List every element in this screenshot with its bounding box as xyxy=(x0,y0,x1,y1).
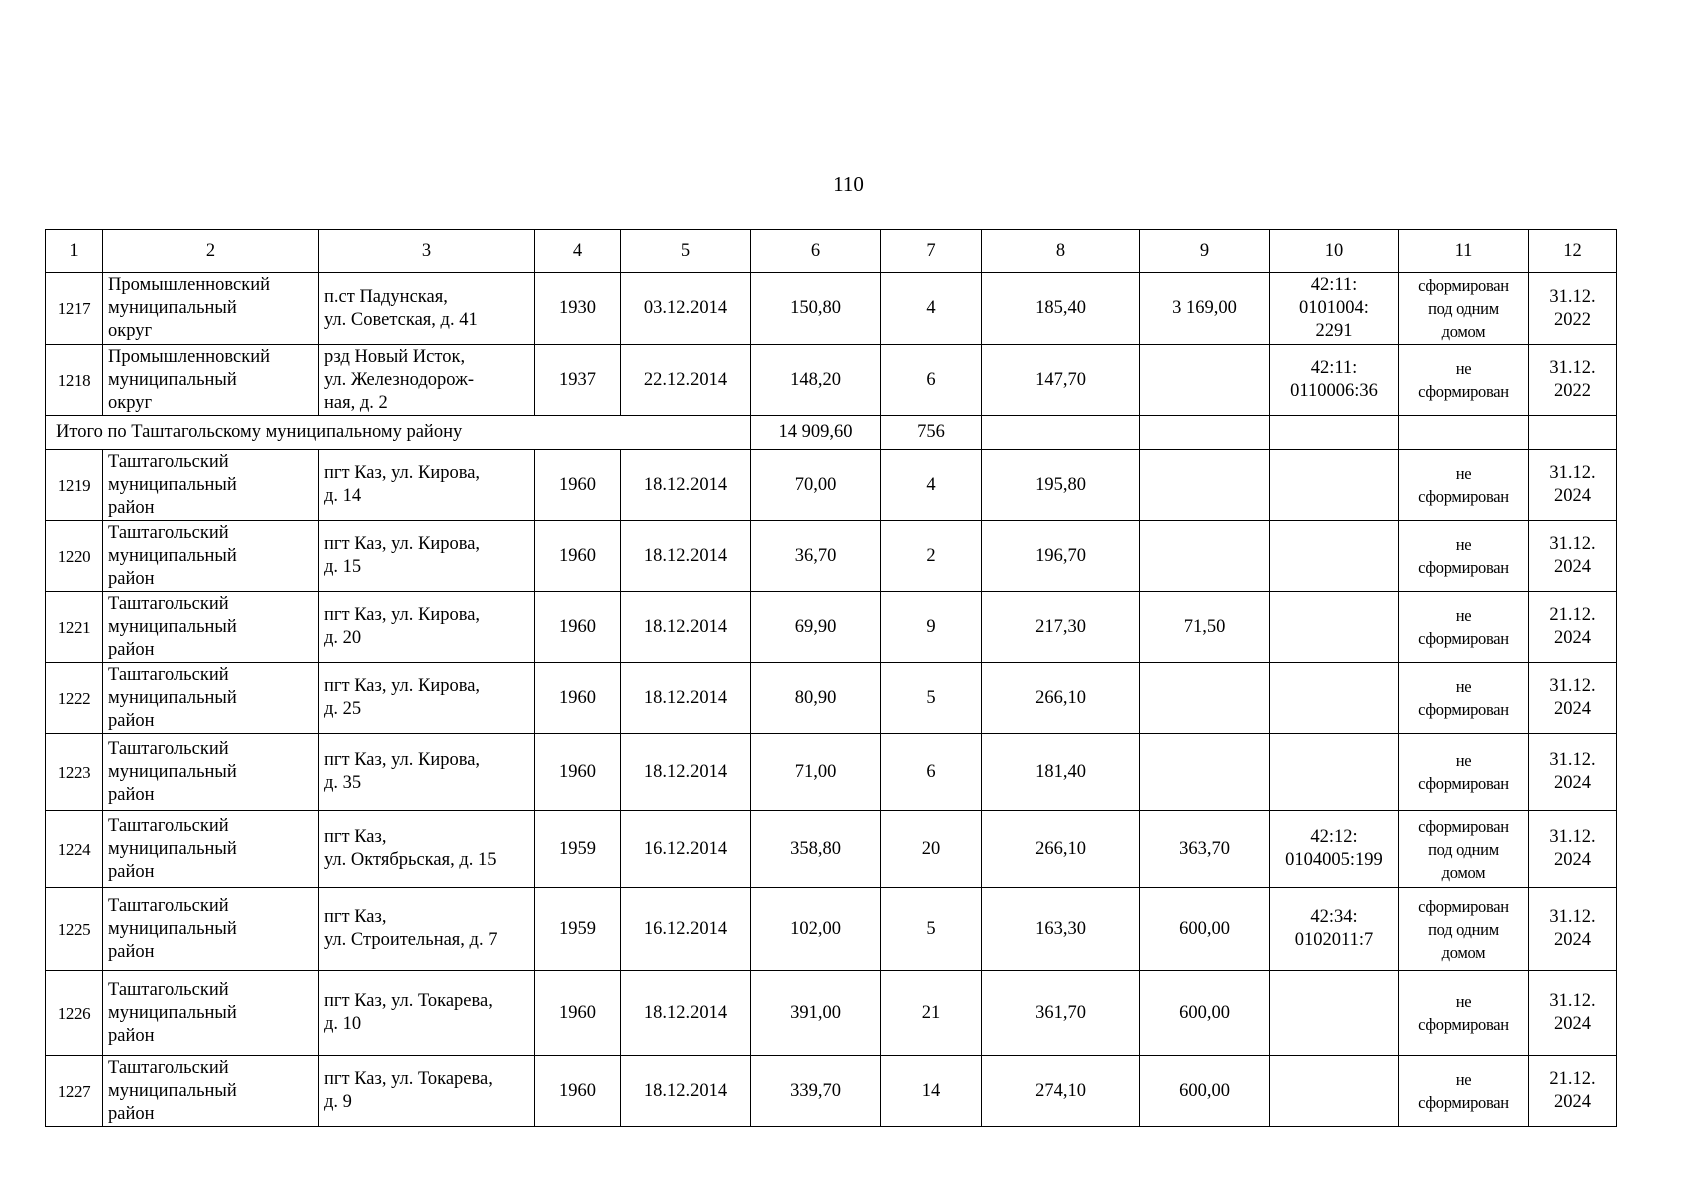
municipality-cell-line: Таштагольский xyxy=(108,815,229,836)
table-row xyxy=(46,811,1617,888)
address-cell-line: пгт Каз, xyxy=(324,907,387,927)
address-cell xyxy=(319,663,535,734)
year-built-cell: 1937 xyxy=(535,345,621,416)
deadline-cell-line: 2024 xyxy=(1554,557,1591,577)
cadastral-cell xyxy=(1270,663,1399,734)
date-cell: 22.12.2014 xyxy=(621,345,751,416)
land-area-cell: 196,70 xyxy=(982,521,1140,592)
municipality-cell-line: Таштагольский xyxy=(108,664,229,685)
municipality-cell-line: район xyxy=(108,1025,155,1046)
residents-cell: 14 xyxy=(881,1056,982,1127)
land-area-cell: 147,70 xyxy=(982,345,1140,416)
date-cell: 18.12.2014 xyxy=(621,521,751,592)
land-status-cell-line: сформирован xyxy=(1418,1015,1509,1034)
deadline-cell-line: 2022 xyxy=(1554,309,1591,330)
municipality-cell xyxy=(103,971,319,1056)
cadastral-cell-line: 42:11: xyxy=(1310,275,1358,295)
deadline-cell-line: 31.12. xyxy=(1549,827,1596,847)
year-built-cell: 1960 xyxy=(535,971,621,1056)
land-status-cell xyxy=(1399,273,1529,345)
row-number: 1226 xyxy=(46,971,103,1056)
date-cell: 18.12.2014 xyxy=(621,592,751,663)
deadline-cell xyxy=(1529,521,1617,592)
land-status-cell xyxy=(1399,971,1529,1056)
municipality-cell-line: район xyxy=(108,1103,155,1124)
address-cell-line: д. 15 xyxy=(324,557,362,577)
row-number: 1217 xyxy=(46,273,103,345)
land-status-cell-line: сформирован xyxy=(1418,276,1509,295)
municipality-cell xyxy=(103,592,319,663)
table-row xyxy=(46,592,1617,663)
deadline-cell xyxy=(1529,663,1617,734)
row-number: 1224 xyxy=(46,811,103,888)
year-built-cell: 1960 xyxy=(535,734,621,811)
deadline-cell xyxy=(1529,971,1617,1056)
column-header: 9 xyxy=(1140,230,1270,273)
land-area-cell: 217,30 xyxy=(982,592,1140,663)
address-cell-line: д. 9 xyxy=(324,1092,352,1112)
row-number: 1218 xyxy=(46,345,103,416)
column-header: 6 xyxy=(751,230,881,273)
address-cell-line: рзд Новый Исток, xyxy=(324,346,466,367)
address-cell-line: пгт Каз, ул. Кирова, xyxy=(324,750,481,770)
municipality-cell xyxy=(103,811,319,888)
municipality-cell-line: округ xyxy=(108,321,153,341)
land-status-cell-line: сформирован xyxy=(1418,382,1509,401)
date-cell: 16.12.2014 xyxy=(621,811,751,888)
municipality-cell xyxy=(103,450,319,521)
column-header: 10 xyxy=(1270,230,1399,273)
year-built-cell: 1959 xyxy=(535,811,621,888)
col9-cell xyxy=(1140,521,1270,592)
municipality-cell-line: Таштагольский xyxy=(108,979,229,1000)
land-status-cell-line: не xyxy=(1455,535,1472,554)
land-status-cell-line: сформирован xyxy=(1418,487,1509,506)
address-cell-line: пгт Каз, ул. Кирова, xyxy=(324,676,481,696)
land-area-cell: 274,10 xyxy=(982,1056,1140,1127)
col9-cell xyxy=(1140,450,1270,521)
land-status-cell xyxy=(1399,345,1529,416)
municipality-cell-line: район xyxy=(108,784,155,805)
cadastral-cell xyxy=(1270,888,1399,971)
address-cell-line: п.ст Падунская, xyxy=(324,286,448,307)
deadline-cell-line: 31.12. xyxy=(1549,991,1596,1011)
land-status-cell-line: сформирован xyxy=(1418,896,1509,916)
year-built-cell: 1960 xyxy=(535,450,621,521)
municipality-cell xyxy=(103,1056,319,1127)
address-cell-line: пгт Каз, ул. Токарева, xyxy=(324,991,493,1011)
table-row xyxy=(46,273,1617,345)
municipality-cell-line: Промышленновский xyxy=(108,275,271,295)
address-cell xyxy=(319,888,535,971)
empty-cell xyxy=(982,416,1140,450)
table-row xyxy=(46,521,1617,592)
column-header: 5 xyxy=(621,230,751,273)
land-area-cell: 181,40 xyxy=(982,734,1140,811)
municipality-cell-line: Промышленновский xyxy=(108,346,271,367)
land-status-cell xyxy=(1399,592,1529,663)
table-row xyxy=(46,971,1617,1056)
address-cell-line: ул. Советская, д. 41 xyxy=(324,309,478,330)
cadastral-cell-line: 42:11: xyxy=(1310,358,1358,378)
land-status-cell-line: под одним xyxy=(1428,839,1499,859)
municipality-cell-line: муниципальный xyxy=(108,1002,237,1023)
land-status-cell xyxy=(1399,734,1529,811)
column-header: 1 xyxy=(46,230,103,273)
address-cell xyxy=(319,592,535,663)
land-status-cell xyxy=(1399,1056,1529,1127)
land-status-cell xyxy=(1399,663,1529,734)
deadline-cell-line: 2024 xyxy=(1554,699,1591,719)
area-cell: 102,00 xyxy=(751,888,881,971)
deadline-cell xyxy=(1529,273,1617,345)
municipality-cell-line: Таштагольский xyxy=(108,593,229,614)
cadastral-cell-line: 0102011:7 xyxy=(1294,930,1374,950)
land-area-cell: 185,40 xyxy=(982,273,1140,345)
column-header: 8 xyxy=(982,230,1140,273)
cadastral-cell-line: 0104005:199 xyxy=(1285,850,1383,870)
land-status-cell xyxy=(1399,521,1529,592)
cadastral-cell xyxy=(1270,971,1399,1056)
deadline-cell xyxy=(1529,811,1617,888)
municipality-cell-line: район xyxy=(108,568,155,589)
total-label: Итого по Таштагольскому муниципальному району xyxy=(46,416,751,450)
total-residents: 756 xyxy=(881,416,982,450)
address-cell-line: д. 10 xyxy=(324,1014,362,1034)
land-status-cell-line: не xyxy=(1455,606,1472,625)
header-row xyxy=(46,230,1617,273)
year-built-cell: 1960 xyxy=(535,1056,621,1127)
land-status-cell-line: домом xyxy=(1441,942,1486,962)
municipality-cell-line: муниципальный xyxy=(108,838,237,859)
address-cell-line: ул. Строительная, д. 7 xyxy=(324,930,498,950)
municipality-cell-line: муниципальный xyxy=(108,298,237,318)
land-status-cell-line: сформирован xyxy=(1418,700,1509,719)
year-built-cell: 1960 xyxy=(535,663,621,734)
land-status-cell-line: не xyxy=(1455,1070,1472,1089)
land-status-cell xyxy=(1399,888,1529,971)
year-built-cell: 1960 xyxy=(535,521,621,592)
address-cell xyxy=(319,811,535,888)
table-row xyxy=(46,734,1617,811)
municipality-cell-line: муниципальный xyxy=(108,1080,237,1101)
empty-cell xyxy=(1529,416,1617,450)
land-area-cell: 266,10 xyxy=(982,663,1140,734)
residents-cell: 2 xyxy=(881,521,982,592)
deadline-cell-line: 2024 xyxy=(1554,850,1591,870)
address-cell-line: ул. Железнодорож- xyxy=(324,369,475,390)
deadline-cell-line: 31.12. xyxy=(1549,463,1596,483)
deadline-cell-line: 2024 xyxy=(1554,930,1591,950)
residents-cell: 4 xyxy=(881,450,982,521)
table-row xyxy=(46,663,1617,734)
row-number: 1221 xyxy=(46,592,103,663)
land-status-cell xyxy=(1399,811,1529,888)
municipality-cell-line: Таштагольский xyxy=(108,895,229,916)
cadastral-cell xyxy=(1270,450,1399,521)
col9-cell xyxy=(1140,734,1270,811)
address-cell xyxy=(319,734,535,811)
land-status-cell-line: не xyxy=(1455,359,1472,378)
cadastral-cell xyxy=(1270,734,1399,811)
municipality-cell-line: муниципальный xyxy=(108,474,237,495)
deadline-cell xyxy=(1529,1056,1617,1127)
municipality-cell xyxy=(103,734,319,811)
col9-cell: 3 169,00 xyxy=(1140,273,1270,345)
municipality-cell-line: муниципальный xyxy=(108,616,237,637)
year-built-cell: 1930 xyxy=(535,273,621,345)
empty-cell xyxy=(1399,416,1529,450)
cadastral-cell-line: 0110006:36 xyxy=(1290,381,1378,401)
municipality-cell-line: район xyxy=(108,941,155,962)
column-header: 3 xyxy=(319,230,535,273)
municipality-cell-line: муниципальный xyxy=(108,545,237,566)
municipality-cell-line: Таштагольский xyxy=(108,522,229,543)
cadastral-cell-line: 0101004: xyxy=(1299,298,1369,318)
deadline-cell-line: 31.12. xyxy=(1549,907,1596,927)
housing-registry-table xyxy=(45,229,1617,1127)
land-status-cell-line: домом xyxy=(1441,862,1486,882)
row-number: 1222 xyxy=(46,663,103,734)
deadline-cell-line: 31.12. xyxy=(1549,676,1596,696)
total-row xyxy=(46,416,1617,450)
address-cell-line: д. 20 xyxy=(324,628,362,648)
residents-cell: 5 xyxy=(881,663,982,734)
cadastral-cell xyxy=(1270,521,1399,592)
deadline-cell-line: 21.12. xyxy=(1549,1069,1596,1089)
cadastral-cell xyxy=(1270,1056,1399,1127)
land-status-cell-line: не xyxy=(1455,751,1472,770)
deadline-cell xyxy=(1529,592,1617,663)
land-status-cell xyxy=(1399,450,1529,521)
deadline-cell-line: 2024 xyxy=(1554,628,1591,648)
date-cell: 16.12.2014 xyxy=(621,888,751,971)
address-cell-line: пгт Каз, ул. Кирова, xyxy=(324,463,481,483)
residents-cell: 6 xyxy=(881,345,982,416)
municipality-cell xyxy=(103,663,319,734)
address-cell-line: пгт Каз, ул. Кирова, xyxy=(324,534,481,554)
column-header: 4 xyxy=(535,230,621,273)
address-cell-line: пгт Каз, ул. Кирова, xyxy=(324,605,481,625)
deadline-cell-line: 31.12. xyxy=(1549,286,1596,307)
address-cell-line: пгт Каз, xyxy=(324,827,387,847)
page-number: 110 xyxy=(833,172,864,196)
deadline-cell-line: 31.12. xyxy=(1549,750,1596,770)
municipality-cell-line: муниципальный xyxy=(108,369,237,390)
land-area-cell: 163,30 xyxy=(982,888,1140,971)
deadline-cell-line: 31.12. xyxy=(1549,358,1596,378)
row-number: 1225 xyxy=(46,888,103,971)
address-cell xyxy=(319,345,535,416)
address-cell-line: ул. Октябрьская, д. 15 xyxy=(324,850,497,870)
municipality-cell-line: Таштагольский xyxy=(108,1057,229,1078)
municipality-cell-line: муниципальный xyxy=(108,761,237,782)
area-cell: 69,90 xyxy=(751,592,881,663)
residents-cell: 6 xyxy=(881,734,982,811)
area-cell: 70,00 xyxy=(751,450,881,521)
land-status-cell-line: под одним xyxy=(1428,299,1499,318)
residents-cell: 20 xyxy=(881,811,982,888)
row-number: 1220 xyxy=(46,521,103,592)
municipality-cell-line: округ xyxy=(108,392,153,413)
address-cell xyxy=(319,273,535,345)
area-cell: 339,70 xyxy=(751,1056,881,1127)
land-status-cell-line: сформирован xyxy=(1418,816,1509,836)
deadline-cell-line: 2024 xyxy=(1554,486,1591,506)
deadline-cell xyxy=(1529,734,1617,811)
deadline-cell-line: 2024 xyxy=(1554,773,1591,793)
municipality-cell-line: муниципальный xyxy=(108,918,237,939)
col9-cell: 600,00 xyxy=(1140,971,1270,1056)
land-status-cell-line: сформирован xyxy=(1418,558,1509,577)
land-area-cell: 266,10 xyxy=(982,811,1140,888)
area-cell: 148,20 xyxy=(751,345,881,416)
area-cell: 71,00 xyxy=(751,734,881,811)
residents-cell: 9 xyxy=(881,592,982,663)
row-number: 1223 xyxy=(46,734,103,811)
deadline-cell xyxy=(1529,345,1617,416)
date-cell: 18.12.2014 xyxy=(621,1056,751,1127)
cadastral-cell-line: 42:34: xyxy=(1310,907,1358,927)
address-cell-line: д. 25 xyxy=(324,699,362,719)
year-built-cell: 1959 xyxy=(535,888,621,971)
address-cell xyxy=(319,1056,535,1127)
date-cell: 18.12.2014 xyxy=(621,450,751,521)
col9-cell: 71,50 xyxy=(1140,592,1270,663)
area-cell: 150,80 xyxy=(751,273,881,345)
year-built-cell: 1960 xyxy=(535,592,621,663)
land-status-cell-line: сформирован xyxy=(1418,1093,1509,1112)
empty-cell xyxy=(1140,416,1270,450)
empty-cell xyxy=(1270,416,1399,450)
address-cell-line: д. 14 xyxy=(324,486,362,506)
address-cell-line: ная, д. 2 xyxy=(324,392,388,413)
area-cell: 36,70 xyxy=(751,521,881,592)
table-row xyxy=(46,450,1617,521)
residents-cell: 21 xyxy=(881,971,982,1056)
date-cell: 18.12.2014 xyxy=(621,663,751,734)
land-area-cell: 195,80 xyxy=(982,450,1140,521)
deadline-cell-line: 2022 xyxy=(1554,381,1591,401)
table-body xyxy=(46,230,1617,1127)
date-cell: 18.12.2014 xyxy=(621,971,751,1056)
col9-cell: 600,00 xyxy=(1140,888,1270,971)
deadline-cell-line: 2024 xyxy=(1554,1092,1591,1112)
cadastral-cell xyxy=(1270,345,1399,416)
cadastral-cell xyxy=(1270,273,1399,345)
address-cell xyxy=(319,450,535,521)
col9-cell xyxy=(1140,663,1270,734)
land-status-cell-line: сформирован xyxy=(1418,774,1509,793)
deadline-cell-line: 21.12. xyxy=(1549,605,1596,625)
land-status-cell-line: сформирован xyxy=(1418,629,1509,648)
municipality-cell xyxy=(103,273,319,345)
table-row xyxy=(46,345,1617,416)
municipality-cell-line: район xyxy=(108,497,155,518)
date-cell: 18.12.2014 xyxy=(621,734,751,811)
address-cell-line: д. 35 xyxy=(324,773,362,793)
address-cell xyxy=(319,521,535,592)
land-status-cell-line: не xyxy=(1455,992,1472,1011)
row-number: 1227 xyxy=(46,1056,103,1127)
col9-cell xyxy=(1140,345,1270,416)
municipality-cell-line: Таштагольский xyxy=(108,451,229,472)
column-header: 12 xyxy=(1529,230,1617,273)
municipality-cell-line: район xyxy=(108,861,155,882)
cadastral-cell-line: 2291 xyxy=(1315,321,1353,341)
cadastral-cell-line: 42:12: xyxy=(1310,827,1358,847)
area-cell: 358,80 xyxy=(751,811,881,888)
col9-cell: 363,70 xyxy=(1140,811,1270,888)
deadline-cell xyxy=(1529,888,1617,971)
deadline-cell xyxy=(1529,450,1617,521)
land-status-cell-line: не xyxy=(1455,464,1472,483)
land-status-cell-line: не xyxy=(1455,677,1472,696)
row-number: 1219 xyxy=(46,450,103,521)
table-row xyxy=(46,1056,1617,1127)
table-row xyxy=(46,888,1617,971)
col9-cell: 600,00 xyxy=(1140,1056,1270,1127)
municipality-cell xyxy=(103,521,319,592)
municipality-cell-line: муниципальный xyxy=(108,687,237,708)
municipality-cell-line: район xyxy=(108,639,155,660)
deadline-cell-line: 31.12. xyxy=(1549,534,1596,554)
land-status-cell-line: под одним xyxy=(1428,919,1499,939)
residents-cell: 5 xyxy=(881,888,982,971)
column-header: 7 xyxy=(881,230,982,273)
column-header: 2 xyxy=(103,230,319,273)
area-cell: 391,00 xyxy=(751,971,881,1056)
date-cell: 03.12.2014 xyxy=(621,273,751,345)
municipality-cell-line: район xyxy=(108,710,155,731)
cadastral-cell xyxy=(1270,811,1399,888)
total-area: 14 909,60 xyxy=(751,416,881,450)
address-cell xyxy=(319,971,535,1056)
cadastral-cell xyxy=(1270,592,1399,663)
land-status-cell-line: домом xyxy=(1441,322,1486,341)
column-header: 11 xyxy=(1399,230,1529,273)
municipality-cell-line: Таштагольский xyxy=(108,738,229,759)
municipality-cell xyxy=(103,888,319,971)
land-area-cell: 361,70 xyxy=(982,971,1140,1056)
residents-cell: 4 xyxy=(881,273,982,345)
area-cell: 80,90 xyxy=(751,663,881,734)
address-cell-line: пгт Каз, ул. Токарева, xyxy=(324,1069,493,1089)
municipality-cell xyxy=(103,345,319,416)
deadline-cell-line: 2024 xyxy=(1554,1014,1591,1034)
